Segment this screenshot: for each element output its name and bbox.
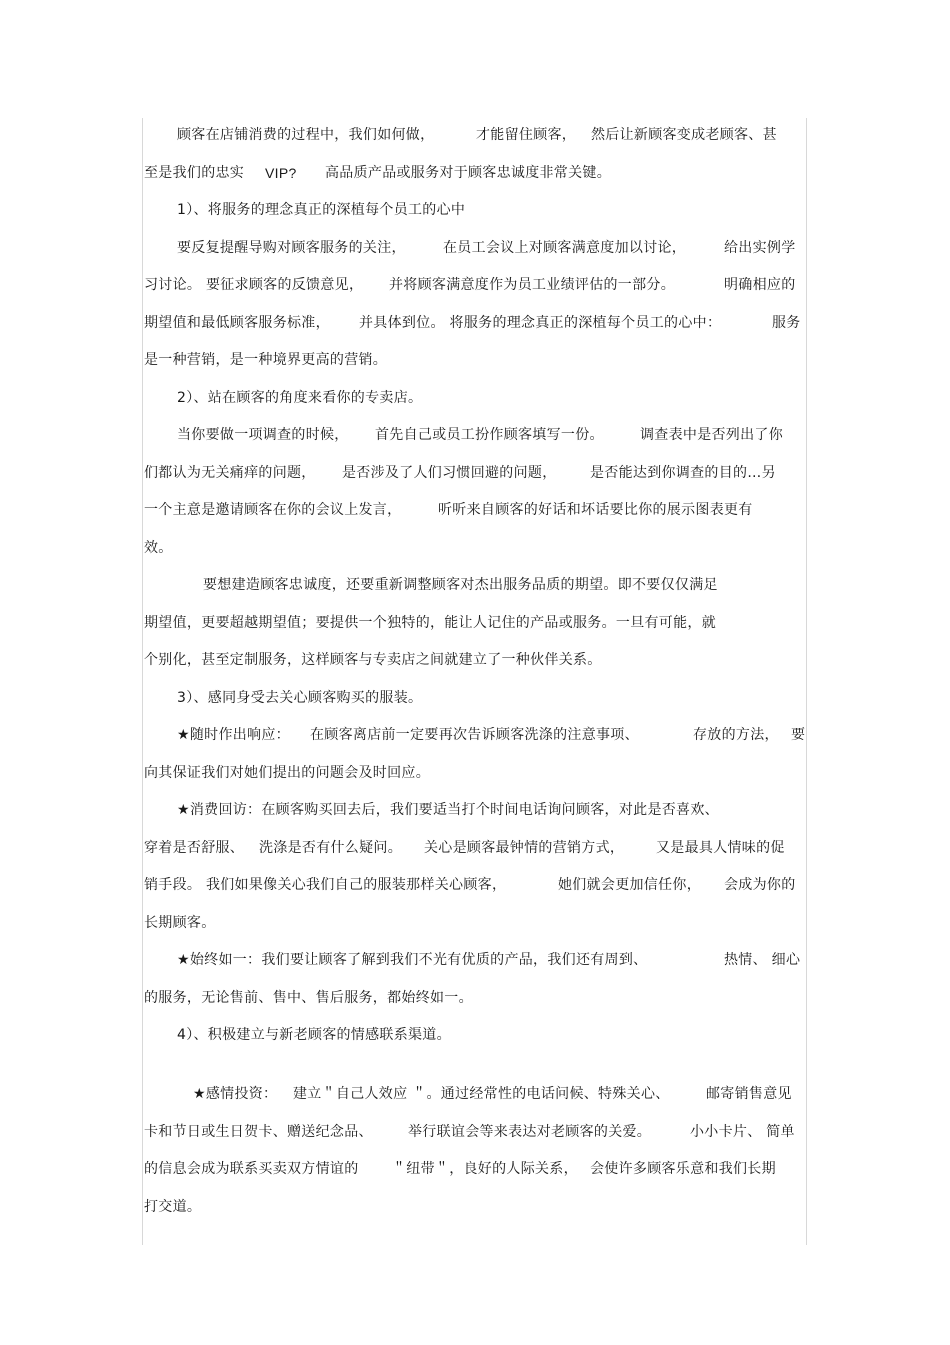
p8-line3-c: 会使许多顾客乐意和我们长期	[590, 1161, 776, 1177]
p5-line2: 向其保证我们对她们提出的问题会及时回应。	[144, 765, 430, 781]
p1-line2-a: 至是我们的忠实	[144, 165, 245, 181]
p2-line3-a: 期望值和最低顾客服务标准，	[144, 315, 330, 331]
p8-line2-a: 卡和节日或生日贺卡、赠送纪念品、	[144, 1124, 373, 1140]
p5-line1-a: ★随时作出响应：	[177, 727, 290, 743]
page-border-left	[142, 118, 143, 1245]
p1-line2-b: VIP?	[265, 165, 297, 181]
p2-line3-b: 并具体到位。 将服务的理念真正的深植每个员工的心中：	[359, 315, 722, 331]
p2-line3-c: 服务	[772, 315, 801, 331]
p1-line2-c: 高品质产品或服务对于顾客忠诚度非常关键。	[325, 165, 611, 181]
p4-line2: 期望值，更要超越期望值；要提供一个独特的，能让人记住的产品或服务。一旦有可能，就	[144, 615, 716, 631]
p8-line3-b: ＂纽带＂，良好的人际关系，	[392, 1161, 578, 1177]
p1-line1-a: 顾客在店铺消费的过程中，我们如何做，	[177, 127, 435, 143]
p1-line1-c: 然后让新顾客变成老顾客、甚	[591, 127, 777, 143]
p3-line3-a: 一个主意是邀请顾客在你的会议上发言，	[144, 502, 402, 518]
p3-line4: 效。	[144, 540, 173, 556]
p8-line1-c: 邮寄销售意见	[706, 1086, 792, 1102]
p2-line1-a: 要反复提醒导购对顾客服务的关注，	[177, 240, 406, 256]
p3-line1-b: 首先自己或员工扮作顾客填写一份。	[375, 427, 604, 443]
p6-line1: ★消费回访：在顾客购买回去后，我们要适当打个时间电话询问顾客，对此是否喜欢、	[177, 802, 719, 818]
p8-line1-a: ★感情投资：	[193, 1086, 278, 1102]
p3-line3-b: 听听来自顾客的好话和坏话要比你的展示图表更有	[438, 502, 753, 518]
p3-line2-a: 们都认为无关痛痒的问题，	[144, 465, 316, 481]
p2-line4: 是一种营销，是一种境界更高的营销。	[144, 352, 388, 368]
p3-line1-c: 调查表中是否列出了你	[640, 427, 783, 443]
p6-line3-c: 会成为你的	[724, 877, 796, 893]
p8-line2-b: 举行联谊会等来表达对老顾客的关爱。	[408, 1124, 652, 1140]
p6-line2-b: 洗涤是否有什么疑问。	[259, 840, 402, 856]
section-heading-4: 4）、积极建立与新老顾客的情感联系渠道。	[177, 1027, 451, 1043]
section-heading-3: 3）、感同身受去关心顾客购买的服装。	[177, 690, 423, 706]
p8-line2-c: 小小卡片、 简单	[690, 1124, 795, 1140]
p5-line1-c: 存放的方法，	[693, 727, 779, 743]
p2-line2-b: 并将顾客满意度作为员工业绩评估的一部分。	[389, 277, 675, 293]
p3-line2-b: 是否涉及了人们习惯回避的问题，	[342, 465, 557, 481]
section-heading-1: 1）、将服务的理念真正的深植每个员工的心中	[177, 202, 466, 218]
p6-line2-c: 关心是顾客最钟情的营销方式，	[424, 840, 625, 856]
p6-line2-d: 又是最具人情味的促	[656, 840, 785, 856]
p2-line1-b: 在员工会议上对顾客满意度加以讨论，	[443, 240, 687, 256]
p8-line4: 打交道。	[144, 1199, 202, 1215]
p7-line1-b: 热情、 细心	[724, 952, 801, 968]
p6-line3-a: 销手段。 我们如果像关心我们自己的服装那样关心顾客，	[144, 877, 507, 893]
p7-line2: 的服务，无论售前、售中、售后服务，都始终如一。	[144, 990, 473, 1006]
p8-line1-b: 建立＂自己人效应 ＂。通过经常性的电话问候、特殊关心、	[293, 1086, 670, 1102]
p8-line3-a: 的信息会成为联系买卖双方情谊的	[144, 1161, 359, 1177]
p3-line2-c: 是否能达到你调查的目的…另	[590, 465, 776, 481]
p5-line1-d: 要	[791, 727, 806, 743]
page-border-right	[806, 118, 807, 1245]
p2-line1-c: 给出实例学	[724, 240, 796, 256]
section-heading-2: 2）、站在顾客的角度来看你的专卖店。	[177, 390, 423, 406]
p2-line2-c: 明确相应的	[724, 277, 796, 293]
p4-line3: 个别化，甚至定制服务，这样顾客与专卖店之间就建立了一种伙伴关系。	[144, 652, 602, 668]
p3-line1-a: 当你要做一项调查的时候，	[177, 427, 349, 443]
p6-line3-b: 她们就会更加信任你，	[558, 877, 701, 893]
p6-line2-a: 穿着是否舒服、	[144, 840, 245, 856]
p7-line1-a: ★始终如一：我们要让顾客了解到我们不光有优质的产品，我们还有周到、	[177, 952, 648, 968]
p2-line2-a: 习讨论。 要征求顾客的反馈意见，	[144, 277, 364, 293]
p6-line4: 长期顾客。	[144, 915, 216, 931]
p1-line1-b: 才能留住顾客，	[476, 127, 577, 143]
p4-line1: 要想建造顾客忠诚度，还要重新调整顾客对杰出服务品质的期望。即不要仅仅满足	[203, 577, 718, 593]
p5-line1-b: 在顾客离店前一定要再次告诉顾客洗涤的注意事项、	[310, 727, 639, 743]
